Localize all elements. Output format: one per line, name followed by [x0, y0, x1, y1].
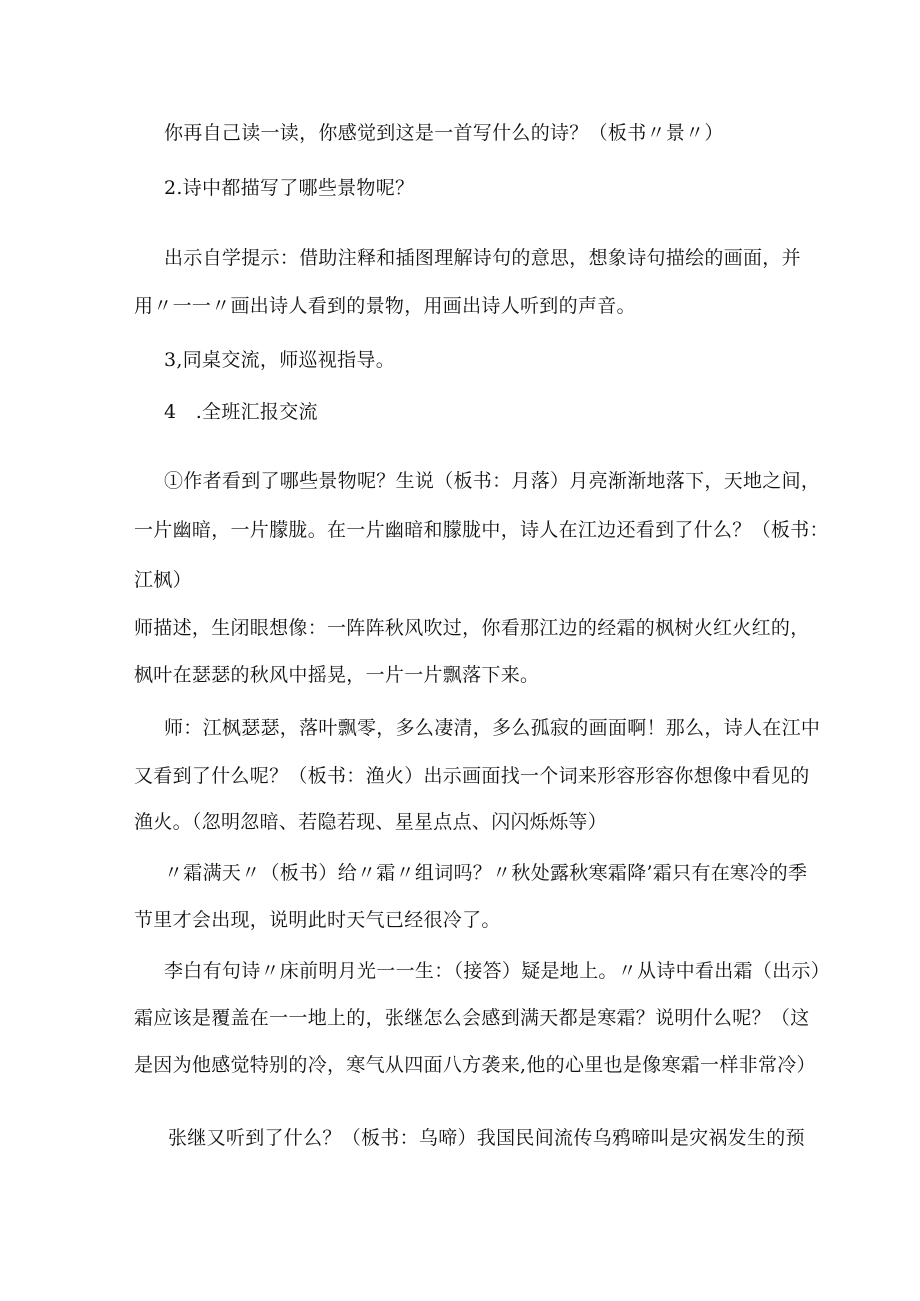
text-line: 2.诗中都描写了哪些景物呢？	[164, 177, 415, 199]
text-line: 渔火。（忽明忽暗、若隐若现、星星点点、闪闪烁烁等）	[134, 811, 608, 833]
text-line: 4 .全班汇报交流	[164, 401, 318, 423]
text-line: 霜应该是覆盖在一一地上的，张继怎么会感到满天都是寒霜？说明什么呢？（这	[134, 1007, 810, 1029]
text-line: 枫叶在瑟瑟的秋风中摇晃，一片一片飘落下来。	[134, 664, 540, 686]
text-line: 是因为他感觉特别的冷，寒气从四面八方袭来,他的心里也是像寒霜一样非常冷）	[134, 1054, 816, 1076]
text-line: 用〃一一〃画出诗人看到的景物，用画出诗人听到的声音。	[134, 295, 636, 317]
text-line: 又看到了什么呢？（板书：渔火）出示画面找一个词来形容形容你想像中看见的	[134, 765, 810, 787]
text-line: 师：江枫瑟瑟，落叶飘零，多么凄清，多么孤寂的画面啊！那么，诗人在江中	[164, 717, 821, 739]
text-line: 你再自己读一读，你感觉到这是一首写什么的诗？（板书〃景〃）	[164, 122, 724, 144]
text-line: 出示自学提示：借助注释和插图理解诗句的意思，想象诗句描绘的画面，并	[164, 247, 801, 269]
text-line: 节里才会出现，说明此时天气已经很冷了。	[134, 909, 501, 931]
text-line: ①作者看到了哪些景物呢？生说（板书：月落）月亮渐渐地落下，天地之间，	[164, 470, 821, 492]
text-line: 李白有句诗〃床前明月光一一生：（接答）疑是地上。〃从诗中看出霜（出示）	[164, 960, 831, 982]
text-line: 江枫）	[134, 569, 192, 591]
text-line: 3,同桌交流，师巡视指导。	[164, 349, 396, 371]
text-line: 师描述，生闭眼想像：一阵阵秋风吹过，你看那江边的经霜的枫树火红火红的，	[134, 617, 810, 639]
text-line: 张继又听到了什么？（板书：乌啼）我国民间流传乌鸦啼叫是灾祸发生的预	[168, 1127, 805, 1149]
text-line: 〃霜满天〃（板书）给〃霜〃组词吗？〃秋处露秋寒霜降’霜只有在寒冷的季	[164, 862, 808, 884]
text-line: 一片幽暗，一片朦胧。在一片幽暗和朦胧中，诗人在江边还看到了什么？（板书：	[134, 519, 829, 541]
